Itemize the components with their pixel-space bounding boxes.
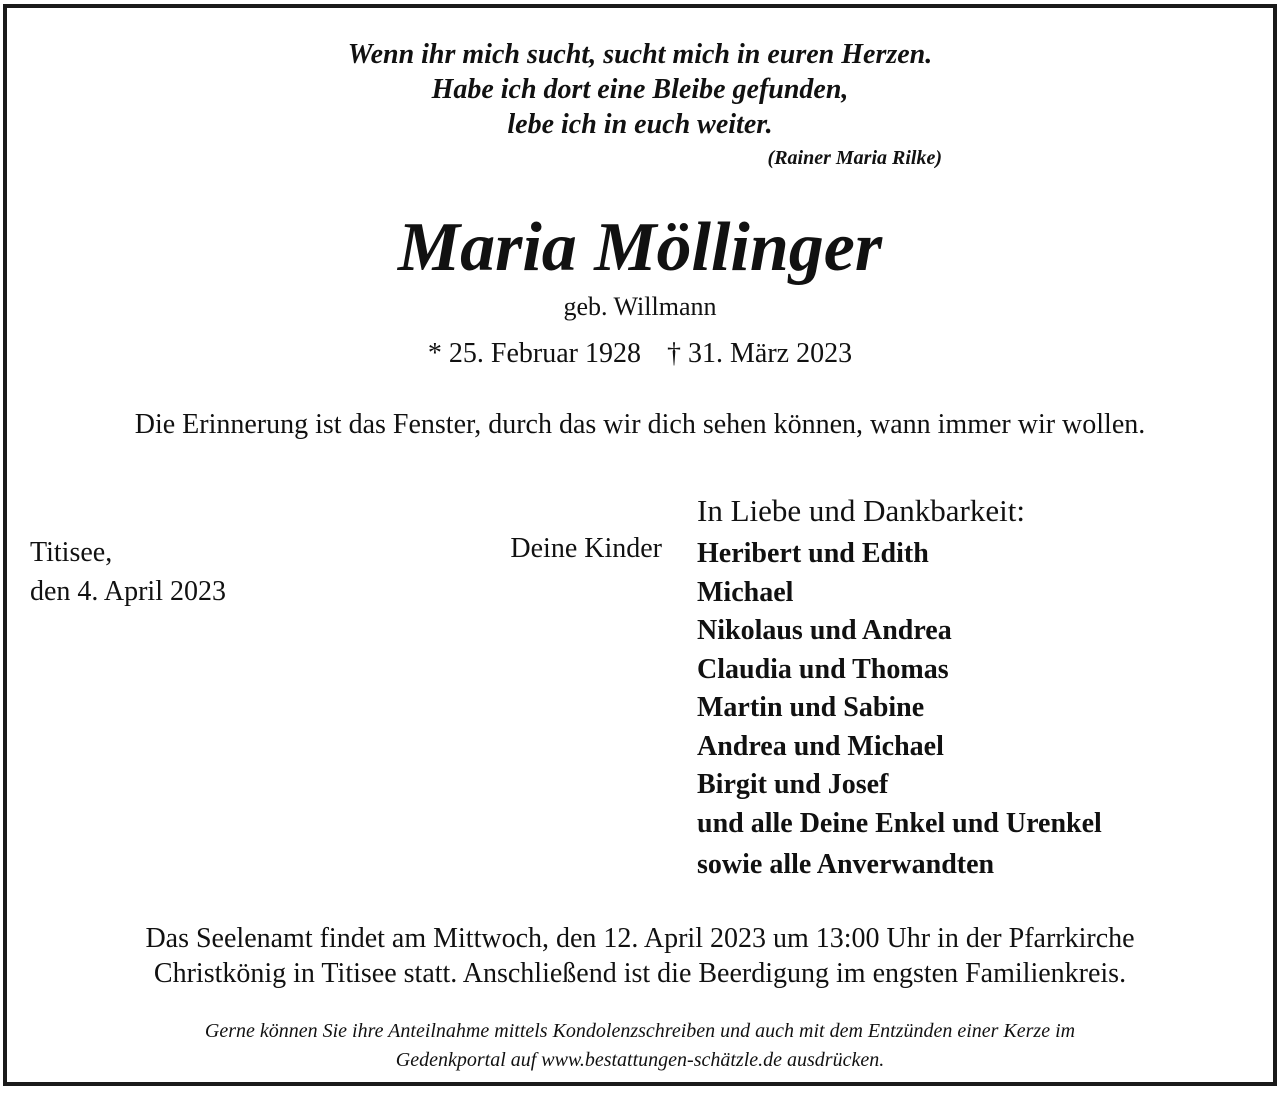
mourner-name: Martin und Sabine bbox=[697, 692, 925, 723]
relatives-line: sowie alle Anverwandten bbox=[697, 849, 995, 880]
life-dates bbox=[7, 338, 1273, 370]
death-date: † 31. März 2023 bbox=[667, 338, 853, 369]
mourner-name: Michael bbox=[697, 576, 794, 608]
birth-date: * 25. Februar 1928 bbox=[427, 338, 641, 369]
mourner-name: Claudia und Thomas bbox=[697, 653, 949, 685]
mourner-name: Heribert und Edith bbox=[697, 538, 929, 569]
footer-line: Gerne können Sie ihre Anteilnahme mittels Kondolenzschreiben und auch mit dem Entzünden einer Kerze im bbox=[204, 1020, 1076, 1042]
poem-attribution: (Rainer Maria Rilke) bbox=[767, 147, 942, 169]
maiden-name: geb. Willmann bbox=[563, 292, 717, 321]
mourner-name: Nikolaus und Andrea bbox=[697, 615, 952, 646]
obituary-notice bbox=[3, 4, 1277, 1086]
footer-line: Gedenkportal auf www.bestattungen-schätzle.de ausdrücken. bbox=[395, 1049, 885, 1071]
poem bbox=[7, 37, 1273, 142]
service-line: Das Seelenamt findet am Mittwoch, den 12. April 2023 um 13:00 Uhr in der Pfarrkirche bbox=[145, 923, 1135, 954]
mourners-list bbox=[697, 535, 1102, 885]
poem-line: lebe ich in euch weiter. bbox=[507, 109, 773, 140]
mourner-name: und alle Deine Enkel und Urenkel bbox=[697, 807, 1102, 839]
date: den 4. April 2023 bbox=[30, 576, 226, 607]
service-line: Christkönig in Titisee statt. Anschließend ist die Beerdigung im engsten Familienkreis. bbox=[153, 958, 1127, 989]
poem-line: Habe ich dort eine Bleibe gefunden, bbox=[431, 74, 849, 105]
place: Titisee, bbox=[30, 537, 113, 568]
poem-line: Wenn ihr mich sucht, sucht mich in euren Herzen. bbox=[347, 39, 933, 70]
deceased-name: Maria Möllinger bbox=[397, 209, 883, 286]
condolence-note bbox=[7, 1017, 1273, 1075]
service-info bbox=[7, 921, 1273, 991]
mourner-name: Andrea und Michael bbox=[697, 730, 944, 762]
mourner-name: Birgit und Josef bbox=[697, 769, 889, 800]
mourners-intro: In Liebe und Dankbarkeit: bbox=[697, 493, 1025, 528]
memorial-quote: Die Erinnerung ist das Fenster, durch das wir dich sehen können, wann immer wir wollen. bbox=[134, 409, 1146, 440]
children-label: Deine Kinder bbox=[510, 533, 662, 564]
place-date bbox=[30, 533, 226, 611]
